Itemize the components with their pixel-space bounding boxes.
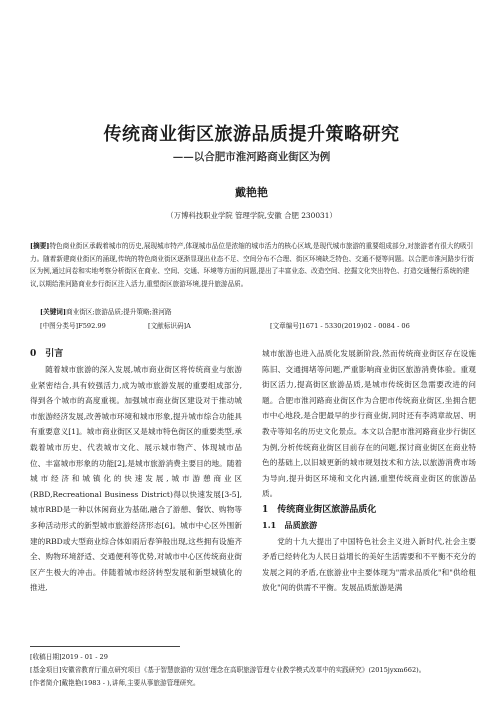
affiliation: （万博科技职业学院 管理学院,安徽 合肥 230031） <box>166 211 337 220</box>
keywords-label: [关键词] <box>40 308 67 316</box>
fund-note: [基金项目]安徽省教育厅重点研究项目《基于智慧旅游的'双创'理念在高职旅游管理专业教学模式改革中的实践研究》(2015jyxm662)。 <box>30 666 426 674</box>
document-code: [文献标识码]A <box>148 322 191 330</box>
left-column <box>30 346 242 596</box>
author-bio: [作者简介]戴艳艳(1983 - ),讲师,主要从事旅游管理研究。 <box>30 679 200 687</box>
article-number: [文章编号]1671 - 5330(2019)02 - 0084 - 06 <box>270 322 410 330</box>
abstract-text: 特色商业街区承载着城市的历史,展现城市特产,体现城市品位是浓缩的城市活力的核心区域,是现代城市旅游的重要组成部分,对旅游者有很大的吸引力。随着新建商业街区的涌现,传统的特色商业街区逐渐显现出业态不足、空间分布不合理、街区环境缺乏特色、交通不便等问题。以合肥市淮河路步行街区为例,通过问卷和实地考察分析街区在商业、空间、交通、环境等方面的问题,提出了丰富业态、改造空间、挖掘文化突出特色、打造交通慢行系统的建议,以期给淮河路商业步行街区注入活力,重塑街区旅游环境,提升旅游品质。 <box>30 242 474 288</box>
section-1-1-paragraph: 党的十九大提出了中国特色社会主义进入新时代,社会主要矛盾已经转化为人民日益增长的美好生活需要和不平衡不充分的发展之间的矛盾,在旅游业中主要体现为"需求品质化"和"供给粗放化"间的供需不平衡。发展品质旅游是满 <box>262 536 476 593</box>
classification-line <box>40 320 470 330</box>
abstract-label: [摘要] <box>30 242 50 250</box>
intro-paragraph: 随着城市旅游的深入发展,城市商业街区将传统商业与旅游业紧密结合,具有较强活力,成为城市旅游发展的重要组成部分,得到各个城市的高度重视。加强城市商业街区建设对于推动城市旅游经济发展,改善城市环境和城市形象,提升城市综合功能具有重要意义[1]。城市商业街区又是城市特色街区的重要类型,承载着城市历史、代表城市文化、展示城市物产、体现城市品位、丰富城市形象的功能[2],是城市旅游消费主要目的地。随着城市经济和城镇化的快速发展,城市游憩商业区(RBD,Recreational Business District)得以快速发展[3-5],城市RBD是一种以休闲商业为基础,融合了游憩、餐饮、购物等多种活动形式的新型城市旅游经济形态[6]。城市中心区外围新建的RBD或大型商业综合体如雨后春笋般出现,这些拥有设施齐全、购物环境舒适、交通便利等优势,对城市中心区传统商业街区产生极大的冲击。伴随着城市经济转型发展和新型城镇化的推进, <box>30 365 242 593</box>
received-date: [收稿日期]2019 - 01 - 29 <box>30 653 108 661</box>
footnote-divider <box>30 646 180 647</box>
keywords-text: 商业街区;旅游品质;提升策略;淮河路 <box>66 308 172 316</box>
section-1-1-heading: 1.1 品质旅游 <box>262 519 318 530</box>
author-name: 戴艳艳 <box>235 186 268 199</box>
right-column <box>262 346 476 596</box>
intro-paragraph-continued: 城市旅游也进入品质化发展新阶段,然而传统商业街区存在设施陈旧、交通拥堵等问题,严重影响商业街区旅游消费体验。重观街区活力,提高街区旅游品质,是城市传统街区急需要改进的问题。合肥市淮河路商业街区作为合肥市传统商业街区,坐拥合肥市中心地段,是合肥最早的步行商业街,同时还有李鸿章故居、明教寺等知名的历史文化景点。本文以合肥市淮河路商业步行街区为例,分析传统商业街区目前存在的问题,探讨商业街区在商业特色的基础上,以旧城更新的城市规划技术和方法,以旅游消费市场为导向,提升街区环境和文化内涵,重塑传统商业街区的旅游品质。 <box>262 349 476 499</box>
paper-title: 传统商业街区旅游品质提升策略研究 <box>103 124 400 145</box>
abstract <box>30 240 478 290</box>
clc-number: [中图分类号]F592.99 <box>40 322 106 330</box>
intro-heading: 0 引言 <box>30 349 64 359</box>
paper-subtitle: ——以合肥市淮河路商业街区为例 <box>172 151 331 163</box>
keywords <box>40 306 172 316</box>
section-1-heading: 1 传统商业街区旅游品质化 <box>262 504 377 515</box>
footnotes <box>30 651 476 690</box>
